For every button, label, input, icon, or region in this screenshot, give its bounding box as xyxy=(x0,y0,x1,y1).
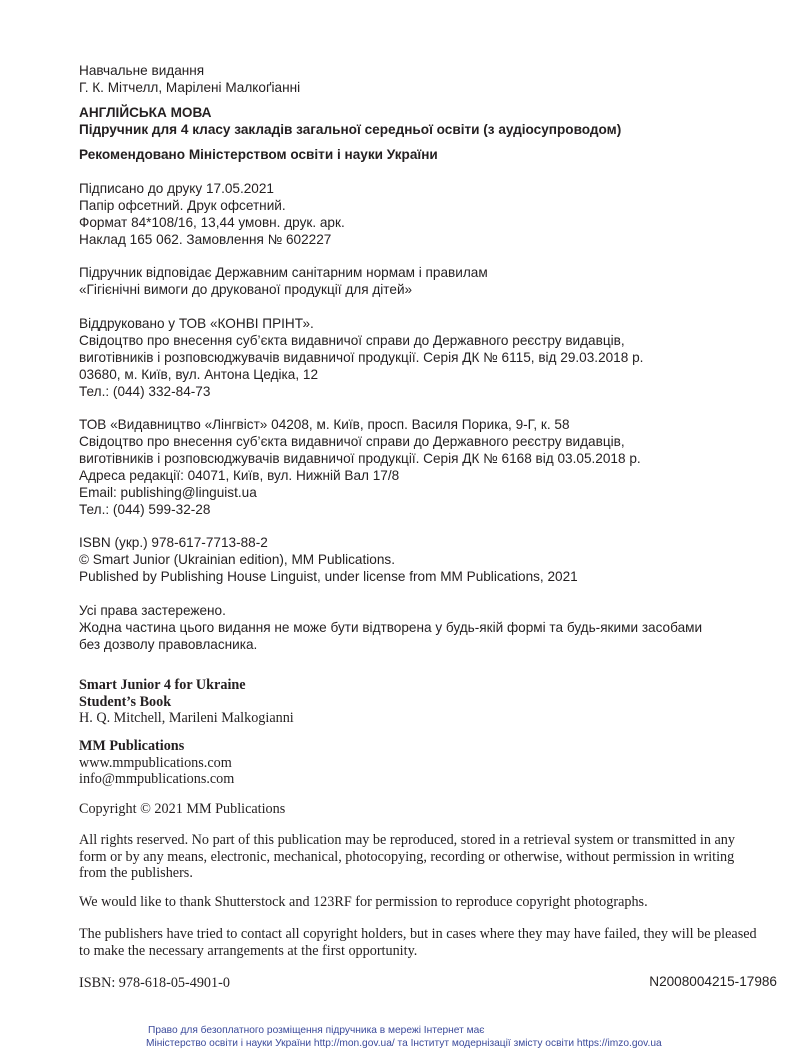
holders-line: to make the necessary arrangements at the first opportunity. xyxy=(79,942,418,959)
authors-ua: Г. К. Мітчелл, Марілені Малкоґіанні xyxy=(79,80,301,95)
book-title-ua: АНГЛІЙСЬКА МОВА xyxy=(79,105,212,120)
circulation-value: 165 062. Замовлення № 602227 xyxy=(125,232,332,247)
publisher-line: Тел.: (044) 599-32-28 xyxy=(79,502,211,517)
format-info: Формат 84*108/16, 13,44 умовн. друк. арк. xyxy=(79,215,345,230)
publisher-info xyxy=(79,416,759,518)
publisher-line: виготівників і розповсюджувачів видавничої продукції. Серія ДК № 6168 від 03.05.2018 р. xyxy=(79,451,641,466)
publisher-en xyxy=(79,738,759,788)
circulation-info xyxy=(79,231,759,248)
printer-line: виготівників і розповсюджувачів видавничої продукції. Серія ДК № 6115, від 29.03.2018 р. xyxy=(79,350,644,365)
notice-line-2: Міністерство освіти і науки України http://mon.gov.ua/ та Інститут модернізації змісту освіти https://imzo.gov.ua xyxy=(146,1038,662,1049)
book-info-en xyxy=(79,677,759,727)
copyright-text: Copyright © 2021 MM Publications xyxy=(79,801,286,817)
printer-line: Свідоцтво про внесення суб’єкта видавничої справи до Державного реєстру видавців, xyxy=(79,333,625,348)
rights-en-line: All rights reserved. No part of this publication may be reproduced, stored in a retrieval system or transmitted in any xyxy=(79,832,735,848)
publisher-email: info@mmpublications.com xyxy=(79,771,235,787)
holders-line: The publishers have tried to contact all copyright holders, but in cases where they may have failed, they will be pleased xyxy=(79,926,757,942)
publisher-line: Адреса редакції: 04071, Київ, вул. Нижній Вал 17/8 xyxy=(79,468,400,483)
isbn-en: ISBN: 978-618-05-4901-0 xyxy=(79,975,230,991)
isbn-ua-block xyxy=(79,534,759,585)
sanitary-notice xyxy=(79,264,759,298)
rights-line: Усі права застережено. xyxy=(79,603,226,618)
signed-date: Підписано до друку 17.05.2021 xyxy=(79,181,274,196)
publisher-name: MM Publications xyxy=(79,738,185,754)
printer-line: Тел.: (044) 332-84-73 xyxy=(79,384,211,399)
print-info xyxy=(79,180,759,248)
rights-ua-block xyxy=(79,602,759,653)
thanks-text: We would like to thank Shutterstock and 123RF for permission to reproduce copyright photographs. xyxy=(79,894,648,910)
notice-line-1: Право для безоплатного розміщення підручника в мережі Інтернет має xyxy=(148,1025,485,1036)
rights-en-block xyxy=(79,832,759,882)
printer-line: Віддруковано у ТОВ «КОНВІ ПРІНТ». xyxy=(79,316,314,331)
print-code: N2008004215-17986 xyxy=(649,974,777,989)
online-rights-notice xyxy=(146,1024,662,1050)
edition-header xyxy=(79,62,759,96)
isbn-line: © Smart Junior (Ukrainian edition), MM Publications. xyxy=(79,552,395,567)
rights-line: без дозволу правовласника. xyxy=(79,637,258,652)
book-subtitle-en: Student’s Book xyxy=(79,693,172,710)
paper-info: Папір офсетний. Друк офсетний. xyxy=(79,198,286,213)
publisher-line: Свідоцтво про внесення суб’єкта видавничої справи до Державного реєстру видавців, xyxy=(79,434,625,449)
publisher-line: ТОВ «Видавництво «Лінгвіст» 04208, м. Київ, просп. Василя Порика, 9-Г, к. 58 xyxy=(79,417,570,432)
recommendation xyxy=(79,146,759,163)
circulation-label: Наклад xyxy=(79,232,126,247)
isbn-footer xyxy=(79,974,777,992)
copyright-en xyxy=(79,801,759,818)
authors-en: H. Q. Mitchell, Marileni Malkogianni xyxy=(79,710,294,726)
book-subtitle-ua: Підручник для 4 класу закладів загальної середньої освіти (з аудіосупроводом) xyxy=(79,122,622,137)
rights-line: Жодна частина цього видання не може бути відтворена у будь-якій формі та будь-якими засобами xyxy=(79,620,703,635)
thanks-en xyxy=(79,894,759,911)
recommendation-text: Рекомендовано Міністерством освіти і науки України xyxy=(79,147,438,162)
sanitary-line: «Гігієнічні вимоги до друкованої продукції для дітей» xyxy=(79,282,413,297)
edition-type: Навчальне видання xyxy=(79,63,205,78)
isbn-line: ISBN (укр.) 978-617-7713-88-2 xyxy=(79,535,268,550)
book-title-en: Smart Junior 4 for Ukraine xyxy=(79,677,246,693)
rights-en-line: form or by any means, electronic, mechanical, photocopying, recording or otherwise, without permission in writing xyxy=(79,848,735,865)
book-title-block xyxy=(79,104,759,138)
holders-en-block xyxy=(79,926,759,959)
publisher-website: www.mmpublications.com xyxy=(79,754,232,771)
printer-line: 03680, м. Київ, вул. Антона Цедіка, 12 xyxy=(79,367,319,382)
sanitary-line: Підручник відповідає Державним санітарним нормам і правилам xyxy=(79,265,488,280)
publisher-line: Email: publishing@linguist.ua xyxy=(79,485,257,500)
rights-en-line: from the publishers. xyxy=(79,865,193,881)
isbn-line: Published by Publishing House Linguist, under license from MM Publications, 2021 xyxy=(79,569,578,584)
printer-info xyxy=(79,315,759,400)
